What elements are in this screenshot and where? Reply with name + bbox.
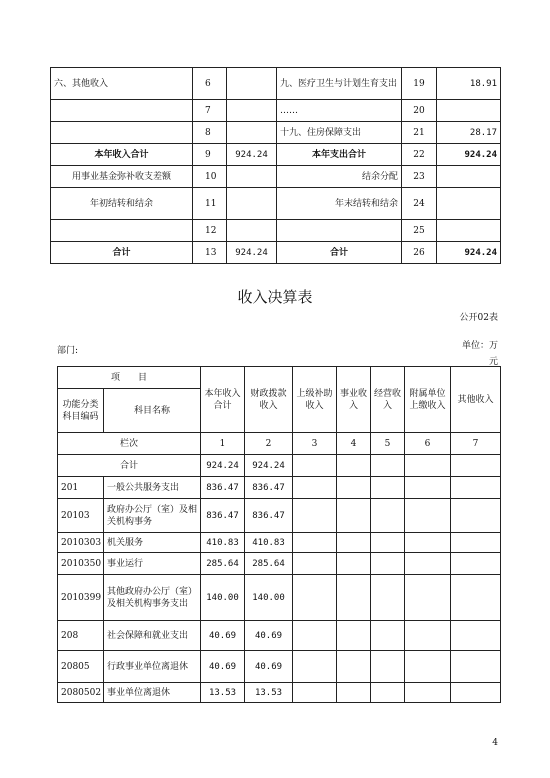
cell-empty [371, 683, 405, 703]
cell-r-item: 年末结转和结余 [277, 188, 402, 220]
cell-l-no: 8 [193, 122, 227, 144]
page-number: 4 [492, 738, 498, 748]
cell-name: 事业单位离退休 [104, 683, 201, 703]
cell-v1: 836.47 [201, 477, 245, 499]
cell-r-item: 合计 [277, 242, 402, 264]
col-num: 1 [201, 433, 245, 455]
table-row [58, 553, 501, 575]
cell-l-item [51, 220, 193, 242]
cell-empty [371, 533, 405, 553]
cell-empty [337, 621, 371, 651]
table-row [58, 477, 501, 499]
department-label: 部门: [57, 346, 79, 356]
page-title: 收入决算表 [237, 288, 313, 306]
cell-l-item: 合计 [51, 242, 193, 264]
cell-v2: 40.69 [245, 651, 293, 683]
col-header-5: 经营收入 [371, 367, 405, 433]
cell-empty [337, 499, 371, 533]
cell-empty [371, 575, 405, 621]
cell-name: 社会保障和就业支出 [104, 621, 201, 651]
total-value [293, 455, 337, 477]
col-num: 4 [337, 433, 371, 455]
col-label: 栏次 [58, 433, 201, 455]
cell-v1: 836.47 [201, 499, 245, 533]
total-value [371, 455, 405, 477]
cell-v1: 140.00 [201, 575, 245, 621]
cell-empty [293, 651, 337, 683]
func-code-header: 功能分类科目编码 [58, 389, 104, 433]
cell-r-no: 25 [402, 220, 437, 242]
table-row [51, 166, 501, 188]
col-num: 2 [245, 433, 293, 455]
cell-v2: 285.64 [245, 553, 293, 575]
cell-r-no: 21 [402, 122, 437, 144]
cell-v2: 836.47 [245, 499, 293, 533]
cell-empty [405, 651, 451, 683]
cell-empty [293, 575, 337, 621]
cell-v2: 40.69 [245, 621, 293, 651]
cell-r-amt: 28.17 [437, 122, 501, 144]
col-header-1: 本年收入合计 [201, 367, 245, 433]
cell-name: 机关服务 [104, 533, 201, 553]
cell-r-amt [437, 100, 501, 122]
project-header: 项 目 [58, 367, 201, 389]
cell-empty [405, 621, 451, 651]
cell-empty [451, 683, 501, 703]
cell-l-amt [227, 220, 277, 242]
table-row [58, 651, 501, 683]
cell-empty [371, 499, 405, 533]
table-row [58, 621, 501, 651]
cell-empty [405, 533, 451, 553]
col-num: 3 [293, 433, 337, 455]
cell-r-no: 22 [402, 144, 437, 166]
table-row [51, 68, 501, 100]
cell-l-item: 本年收入合计 [51, 144, 193, 166]
cell-l-no: 13 [193, 242, 227, 264]
subject-name-header: 科目名称 [104, 389, 201, 433]
cell-empty [451, 651, 501, 683]
total-value: 924.24 [245, 455, 293, 477]
cell-l-amt [227, 68, 277, 100]
cell-l-no: 11 [193, 188, 227, 220]
table-row [51, 144, 501, 166]
cell-l-item: 年初结转和结余 [51, 188, 193, 220]
table-row [58, 683, 501, 703]
col-header-7: 其他收入 [451, 367, 501, 433]
cell-r-amt [437, 188, 501, 220]
cell-r-no: 24 [402, 188, 437, 220]
cell-empty [337, 651, 371, 683]
cell-empty [451, 533, 501, 553]
col-num: 7 [451, 433, 501, 455]
total-value: 924.24 [201, 455, 245, 477]
cell-r-amt [437, 166, 501, 188]
cell-empty [405, 553, 451, 575]
cell-empty [293, 499, 337, 533]
cell-r-amt: 924.24 [437, 144, 501, 166]
cell-code: 2010399 [58, 575, 104, 621]
cell-r-no: 23 [402, 166, 437, 188]
cell-code: 20805 [58, 651, 104, 683]
table-row [51, 100, 501, 122]
cell-empty [405, 683, 451, 703]
table-row [58, 499, 501, 533]
cell-v2: 836.47 [245, 477, 293, 499]
cell-empty [337, 575, 371, 621]
cell-r-item: 本年支出合计 [277, 144, 402, 166]
cell-r-no: 20 [402, 100, 437, 122]
cell-r-item: 十九、住房保障支出 [277, 122, 402, 144]
form-code: 公开02表 [459, 313, 498, 323]
cell-l-no: 9 [193, 144, 227, 166]
cell-empty [371, 651, 405, 683]
cell-empty [293, 683, 337, 703]
cell-name: 一般公共服务支出 [104, 477, 201, 499]
cell-r-item [277, 220, 402, 242]
cell-empty [293, 533, 337, 553]
col-header-6: 附属单位上缴收入 [405, 367, 451, 433]
cell-l-no: 6 [193, 68, 227, 100]
income-table [57, 366, 501, 703]
cell-l-amt [227, 166, 277, 188]
cell-v2: 410.83 [245, 533, 293, 553]
cell-empty [293, 553, 337, 575]
cell-code: 2080502 [58, 683, 104, 703]
total-value [451, 455, 501, 477]
cell-v2: 140.00 [245, 575, 293, 621]
cell-name: 行政事业单位离退休 [104, 651, 201, 683]
cell-r-no: 19 [402, 68, 437, 100]
cell-empty [451, 499, 501, 533]
cell-l-amt [227, 122, 277, 144]
cell-r-amt: 18.91 [437, 68, 501, 100]
cell-l-item: 用事业基金弥补收支差额 [51, 166, 193, 188]
cell-l-item: 六、其他收入 [51, 68, 193, 100]
table-row [51, 188, 501, 220]
table-row [58, 575, 501, 621]
cell-name: 其他政府办公厅（室）及相关机构事务支出 [104, 575, 201, 621]
cell-v1: 285.64 [201, 553, 245, 575]
cell-l-amt: 924.24 [227, 144, 277, 166]
col-header-4: 事业收入 [337, 367, 371, 433]
col-header-3: 上级补助收入 [293, 367, 337, 433]
col-num: 5 [371, 433, 405, 455]
cell-l-no: 12 [193, 220, 227, 242]
cell-l-no: 7 [193, 100, 227, 122]
cell-name: 事业运行 [104, 553, 201, 575]
cell-code: 2010350 [58, 553, 104, 575]
cell-r-item: 九、医疗卫生与计划生育支出 [277, 68, 402, 100]
cell-empty [405, 575, 451, 621]
cell-empty [451, 553, 501, 575]
cell-empty [371, 621, 405, 651]
table-row [51, 220, 501, 242]
total-label: 合计 [58, 455, 201, 477]
cell-empty [451, 575, 501, 621]
cell-l-item [51, 100, 193, 122]
cell-r-item: …… [277, 100, 402, 122]
unit-label: 单位：万元 [461, 341, 498, 367]
cell-empty [371, 477, 405, 499]
total-value [337, 455, 371, 477]
cell-code: 201 [58, 477, 104, 499]
col-num: 6 [405, 433, 451, 455]
cell-r-no: 26 [402, 242, 437, 264]
cell-empty [293, 477, 337, 499]
cell-v1: 13.53 [201, 683, 245, 703]
cell-v1: 40.69 [201, 621, 245, 651]
cell-l-no: 10 [193, 166, 227, 188]
cell-v2: 13.53 [245, 683, 293, 703]
cell-code: 20103 [58, 499, 104, 533]
cell-empty [405, 477, 451, 499]
cell-code: 2010303 [58, 533, 104, 553]
cell-empty [451, 477, 501, 499]
cell-l-amt [227, 188, 277, 220]
cell-v1: 40.69 [201, 651, 245, 683]
cell-empty [293, 621, 337, 651]
cell-name: 政府办公厅（室）及相关机构事务 [104, 499, 201, 533]
cell-empty [337, 553, 371, 575]
cell-r-amt [437, 220, 501, 242]
cell-l-item [51, 122, 193, 144]
total-value [405, 455, 451, 477]
col-header-2: 财政拨款收入 [245, 367, 293, 433]
cell-empty [337, 477, 371, 499]
cell-empty [337, 683, 371, 703]
table-row [51, 242, 501, 264]
table-row [58, 533, 501, 553]
cell-v1: 410.83 [201, 533, 245, 553]
summary-table [50, 67, 501, 264]
cell-r-amt: 924.24 [437, 242, 501, 264]
cell-empty [337, 533, 371, 553]
cell-empty [371, 553, 405, 575]
cell-l-amt: 924.24 [227, 242, 277, 264]
table-row [51, 122, 501, 144]
cell-l-amt [227, 100, 277, 122]
cell-empty [405, 499, 451, 533]
cell-code: 208 [58, 621, 104, 651]
cell-r-item: 结余分配 [277, 166, 402, 188]
cell-empty [451, 621, 501, 651]
